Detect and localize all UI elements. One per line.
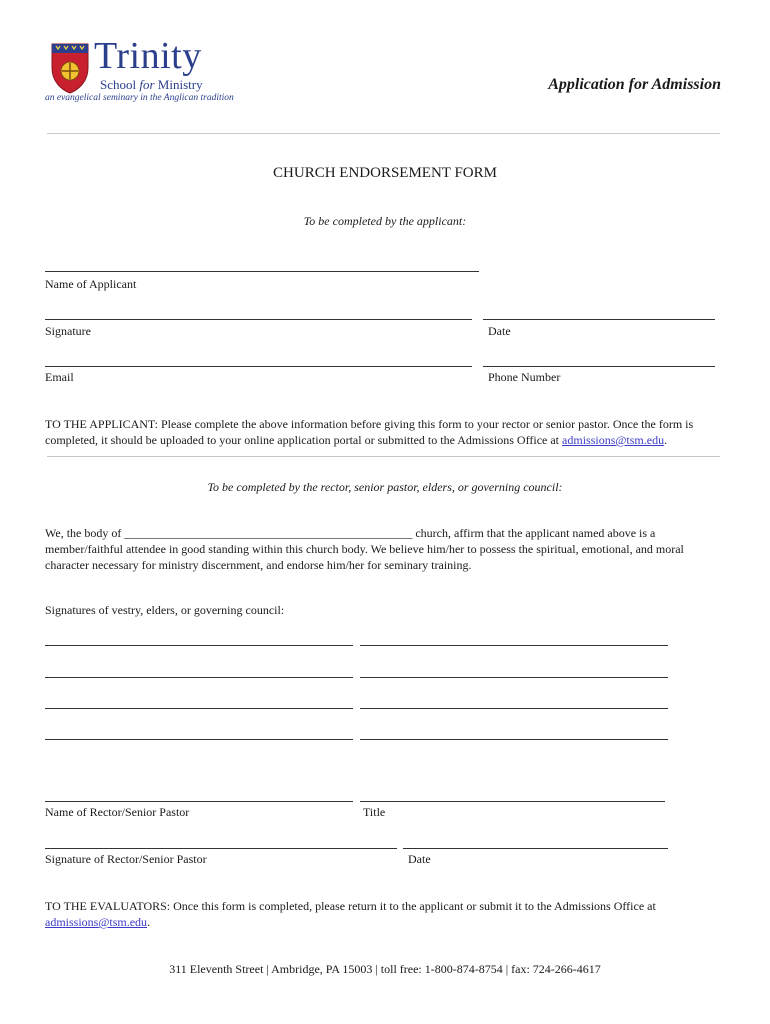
council-signature-line[interactable]	[360, 677, 668, 678]
logo-tagline: an evangelical seminary in the Anglican tradition	[45, 93, 234, 103]
logo-wordmark: Trinity	[94, 35, 202, 77]
council-signature-line[interactable]	[45, 677, 353, 678]
evaluator-note: TO THE EVALUATORS: Once this form is completed, please return it to the applicant or submit it to the Admissions Office at admissions@tsm.edu.	[45, 899, 656, 929]
rector-signature-label: Signature of Rector/Senior Pastor	[45, 852, 207, 866]
section1-instruction: To be completed by the applicant:	[303, 214, 467, 228]
applicant-email-line[interactable]	[45, 366, 472, 367]
council-signature-line[interactable]	[45, 739, 353, 740]
applicant-name-line[interactable]	[45, 271, 479, 272]
rector-signature-line[interactable]	[45, 848, 397, 849]
applicant-name-label: Name of Applicant	[45, 277, 137, 291]
applicant-email-label: Email	[45, 370, 74, 384]
council-signature-line[interactable]	[360, 708, 668, 709]
rector-date-label: Date	[408, 852, 431, 866]
applicant-signature-label: Signature	[45, 324, 91, 338]
applicant-date-line[interactable]	[483, 319, 715, 320]
section2-instruction: To be completed by the rector, senior pastor, elders, or governing council:	[207, 480, 563, 494]
rector-date-line[interactable]	[403, 848, 668, 849]
council-signature-line[interactable]	[360, 739, 668, 740]
footer-address: 311 Eleventh Street | Ambridge, PA 15003 | toll free: 1-800-874-8754 | fax: 724-266-4617	[169, 962, 601, 976]
applicant-signature-line[interactable]	[45, 319, 472, 320]
council-signature-line[interactable]	[45, 645, 353, 646]
form-title: CHURCH ENDORSEMENT FORM	[273, 165, 497, 181]
header-divider	[47, 133, 720, 134]
rector-title-line[interactable]	[360, 801, 665, 802]
rector-name-label: Name of Rector/Senior Pastor	[45, 805, 190, 819]
affirmation-paragraph: We, the body of ________________________________________________ church, affirm that the applicant named above is a member/faithful attendee in good standing within this church body. We believe him/her to possess the spiritual, emotional, and moral character necessary for ministry discernment, and endorse him/her for seminary training.	[45, 526, 684, 572]
applicant-phone-label: Phone Number	[488, 370, 561, 384]
trinity-logo	[45, 35, 245, 108]
council-signature-line[interactable]	[360, 645, 668, 646]
council-signatures-label: Signatures of vestry, elders, or governing council:	[45, 603, 285, 617]
council-signature-line[interactable]	[45, 708, 353, 709]
admissions-email-link[interactable]: admissions@tsm.edu	[562, 433, 665, 447]
applicant-date-label: Date	[488, 324, 511, 338]
page-header-title: Application for Admission	[548, 76, 721, 93]
applicant-note: TO THE APPLICANT: Please complete the above information before giving this form to your rector or senior pastor. Once the form is completed, it should be uploaded to your online application portal or submitted to the Admissions Office at admissions@tsm.edu.	[45, 417, 694, 447]
rector-name-line[interactable]	[45, 801, 353, 802]
applicant-phone-line[interactable]	[483, 366, 715, 367]
section-divider	[47, 456, 720, 457]
shield-icon	[50, 42, 90, 94]
church-name-blank[interactable]: ________________________________________________	[124, 526, 413, 540]
logo-subtitle: School for Ministry	[100, 77, 203, 92]
rector-title-label: Title	[363, 805, 386, 819]
evaluator-email-link[interactable]: admissions@tsm.edu	[45, 915, 148, 929]
